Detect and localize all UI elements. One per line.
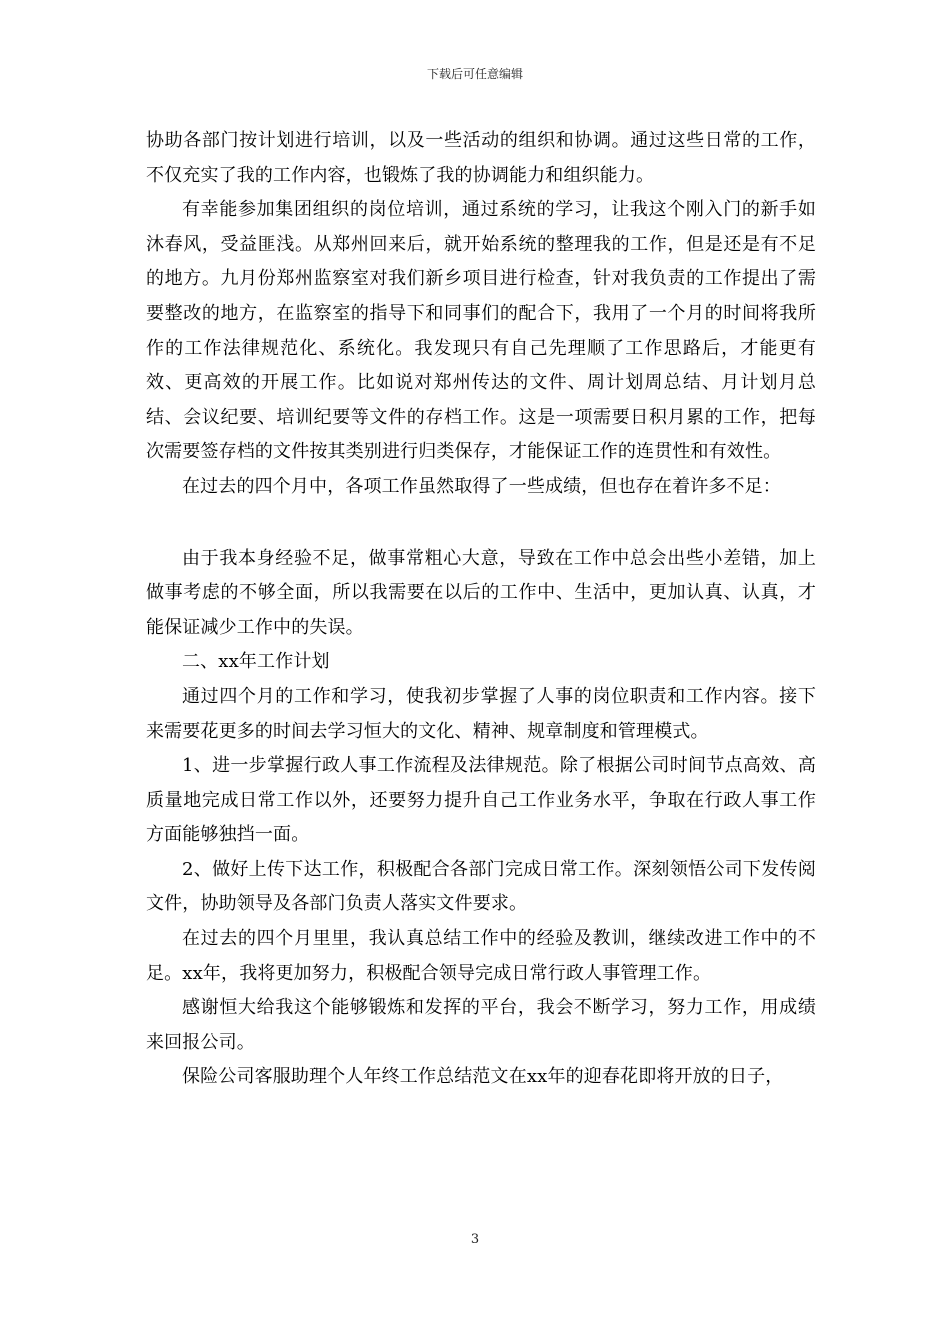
document-body xyxy=(146,124,816,1095)
page-number: 3 xyxy=(470,1232,480,1247)
section-heading-work-plan: 二、xx年工作计划 xyxy=(182,651,330,673)
paragraph-training: 有幸能参加集团组织的岗位培训，通过系统的学习，让我这个刚入门的新手如沐春风，受益匪浅。从郑州回来后，就开始系统的整理我的工作，但是还是有不足的地方。九月份郑州监察室对我们新乡项目进行检查，针对我负责的工作提出了需要整改的地方，在监察室的指导下和同事们的配合下，我用了一个月的时间将我所作的工作法律规范化、系统化。我发现只有自己先理顺了工作思路后，才能更有效、更高效的开展工作。比如说对郑州传达的文件、周计划周总结、月计划月总结、会议纪要、培训纪要等文件的存档工作。这是一项需要日积月累的工作，把每次需要签存档的文件按其类别进行归类保存，才能保证工作的连贯性和有效性。 xyxy=(146,199,816,463)
paragraph-summary: 在过去的四个月里里，我认真总结工作中的经验及教训，继续改进工作中的不足。xx年，我将更加努力，积极配合领导完成日常行政人事管理工作。 xyxy=(146,928,816,984)
paragraph-continuation: 协助各部门按计划进行培训，以及一些活动的组织和协调。通过这些日常的工作，不仅充实了我的工作内容，也锻炼了我的协调能力和组织能力。 xyxy=(146,130,816,186)
paragraph-gap xyxy=(146,505,816,542)
paragraph-shortcomings-intro: 在过去的四个月中，各项工作虽然取得了一些成绩，但也存在着许多不足： xyxy=(182,475,781,497)
paragraph-plan-item-2: 2、做好上传下达工作，积极配合各部门完成日常工作。深刻领悟公司下发传阅文件，协助领导及各部门负责人落实文件要求。 xyxy=(146,858,816,915)
paragraph-thanks: 感谢恒大给我这个能够锻炼和发挥的平台，我会不断学习，努力工作，用成绩来回报公司。 xyxy=(146,997,816,1053)
page-header: 下载后可任意编辑 xyxy=(426,67,523,81)
paragraph-plan-item-1: 1、进一步掌握行政人事工作流程及法律规范。除了根据公司时间节点高效、高质量地完成日常工作以外，还要努力提升自己工作业务水平，争取在行政人事工作方面能够独挡一面。 xyxy=(146,755,816,846)
paragraph-next-article: 保险公司客服助理个人年终工作总结范文在xx年的迎春花即将开放的日子， xyxy=(182,1066,784,1088)
paragraph-plan-intro: 通过四个月的工作和学习，使我初步掌握了人事的岗位职责和工作内容。接下来需要花更多的时间去学习恒大的文化、精神、规章制度和管理模式。 xyxy=(146,685,816,742)
paragraph-experience: 由于我本身经验不足，做事常粗心大意，导致在工作中总会出些小差错，加上做事考虑的不够全面，所以我需要在以后的工作中、生活中，更加认真、认真，才能保证减少工作中的失误。 xyxy=(146,547,816,638)
